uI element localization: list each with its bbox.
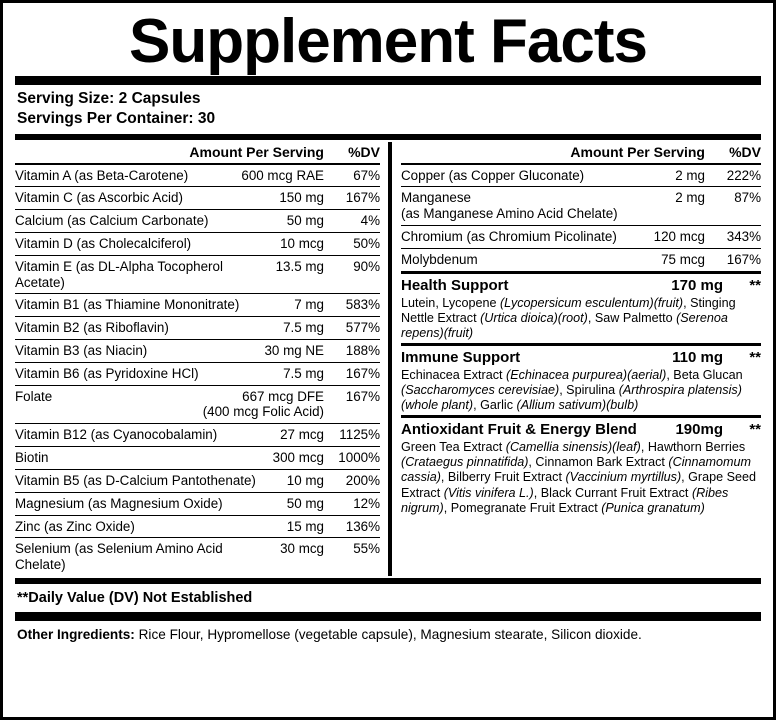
nutrient-row	[15, 316, 380, 339]
nutrient-name: Vitamin B3 (as Niacin)	[15, 343, 148, 359]
nutrient-daily-value: 67%	[353, 167, 380, 183]
nutrition-column-right	[388, 142, 761, 576]
header-amount-per-serving-right: Amount Per Serving	[570, 143, 705, 160]
nutrient-amount: 30 mg NE	[264, 343, 324, 359]
nutrient-row	[401, 248, 761, 271]
nutrient-amount: 7 mg	[294, 297, 324, 313]
blend-block	[401, 343, 761, 415]
header-dv-right: %DV	[729, 143, 761, 160]
nutrient-row	[15, 446, 380, 469]
blend-name: Antioxidant Fruit & Energy Blend	[401, 421, 637, 439]
nutrient-daily-value: 167%	[345, 388, 380, 404]
nutrient-name: Vitamin D (as Cholecalciferol)	[15, 235, 192, 251]
divider-below-serving	[15, 134, 761, 140]
column-header-right	[401, 142, 761, 163]
nutrient-daily-value: 583%	[345, 297, 380, 313]
nutrient-amount: 7.5 mg	[283, 320, 324, 336]
nutrition-columns	[15, 142, 761, 576]
divider-above-other-ingredients	[15, 612, 761, 621]
blend-daily-value: **	[749, 348, 761, 366]
nutrient-daily-value: 167%	[726, 251, 761, 267]
nutrient-row	[15, 469, 380, 492]
blend-ingredients: Echinacea Extract (Echinacea purpurea)(aerial), Beta Glucan (Saccharomyces cerevisiae), Spirulina (Arthrospira platensis)(whole plant), Garlic (Allium sativum)(bulb)	[401, 367, 743, 413]
servings-per-container-value: 30	[197, 109, 216, 127]
nutrient-name: Magnesium (as Magnesium Oxide)	[15, 495, 223, 511]
blend-block	[401, 271, 761, 343]
nutrient-amount: 667 mcg DFE (400 mcg Folic Acid)	[202, 388, 324, 420]
other-ingredients	[15, 623, 761, 644]
nutrient-amount: 10 mg	[286, 472, 324, 488]
blend-amount: 110 mg	[672, 348, 723, 366]
nutrient-name: Vitamin B6 (as Pyridoxine HCl)	[15, 365, 199, 381]
blend-amount: 170 mg	[671, 276, 723, 294]
nutrient-row	[15, 186, 380, 209]
other-ingredients-label: Other Ingredients:	[17, 626, 135, 642]
nutrient-name: Vitamin B12 (as Cyanocobalamin)	[15, 427, 218, 443]
nutrient-row	[15, 492, 380, 515]
nutrient-name: Vitamin B2 (as Riboflavin)	[15, 320, 169, 336]
divider-top	[15, 76, 761, 85]
blend-list	[401, 271, 761, 518]
blend-daily-value: **	[749, 276, 761, 294]
nutrient-row	[15, 385, 380, 424]
nutrient-name: Vitamin E (as DL-Alpha Tocopherol Acetate)	[15, 258, 223, 290]
nutrient-amount: 2 mg	[675, 167, 705, 183]
blend-header	[401, 277, 761, 295]
blend-name: Immune Support	[401, 348, 521, 366]
nutrient-daily-value: 167%	[345, 190, 380, 206]
nutrient-row	[15, 255, 380, 294]
blend-block	[401, 415, 761, 518]
blend-ingredients: Green Tea Extract (Camellia sinensis)(leaf), Hawthorn Berries (Crataegus pinnatifida), Cinnamon Bark Extract (Cinnamomum cassia), Bilberry Fruit Extract (Vaccinium myrtillus), Grape Seed Extract (Vitis vinifera L.), Black Currant Fruit Extract (Ribes nigrum), Pomegranate Fruit Extract (Punica granatum)	[401, 440, 757, 515]
nutrient-amount: 50 mg	[286, 213, 324, 229]
nutrient-row	[15, 339, 380, 362]
nutrient-daily-value: 1000%	[338, 450, 380, 466]
serving-size-value: 2 Capsules	[118, 89, 201, 107]
serving-size-label: Serving Size:	[17, 89, 115, 107]
nutrient-daily-value: 343%	[726, 228, 761, 244]
nutrient-name: Manganese (as Manganese Amino Acid Chelate)	[401, 190, 675, 222]
nutrient-row	[401, 225, 761, 248]
nutrient-daily-value: 50%	[353, 235, 380, 251]
other-ingredients-value: Rice Flour, Hypromellose (vegetable capsule), Magnesium stearate, Silicon dioxide.	[138, 626, 642, 642]
nutrient-daily-value: 55%	[353, 541, 380, 557]
nutrient-list-left	[15, 165, 380, 576]
nutrient-row	[15, 232, 380, 255]
serving-size-line	[17, 89, 761, 109]
nutrient-row	[15, 515, 380, 538]
servings-per-container-line	[17, 109, 761, 129]
divider-above-footnote	[15, 578, 761, 584]
nutrient-name: Calcium (as Calcium Carbonate)	[15, 213, 209, 229]
nutrient-name: Zinc (as Zinc Oxide)	[15, 518, 135, 534]
nutrient-row	[15, 362, 380, 385]
nutrient-row	[15, 209, 380, 232]
blend-ingredients: Lutein, Lycopene (Lycopersicum esculentum)(fruit), Stinging Nettle Extract (Urtica dioica)(root), Saw Palmetto (Serenoa repens)(fruit)	[401, 295, 736, 340]
nutrient-row	[15, 293, 380, 316]
nutrient-amount: 10 mcg	[280, 235, 324, 251]
nutrient-daily-value: 4%	[360, 213, 380, 229]
blend-daily-value: **	[749, 421, 761, 439]
nutrient-row	[15, 165, 380, 187]
nutrient-daily-value: 12%	[353, 495, 380, 511]
nutrient-list-right	[401, 165, 761, 271]
nutrient-row	[15, 537, 380, 576]
blend-header	[401, 421, 761, 439]
nutrient-amount: 13.5 mg	[275, 258, 324, 274]
nutrient-daily-value: 200%	[345, 472, 380, 488]
nutrient-amount-sub: (400 mcg Folic Acid)	[202, 404, 324, 420]
nutrient-row	[401, 165, 761, 187]
nutrient-amount: 27 mcg	[280, 427, 324, 443]
nutrient-row	[15, 423, 380, 446]
nutrient-amount: 600 mcg RAE	[241, 167, 324, 183]
nutrient-name: Vitamin B1 (as Thiamine Mononitrate)	[15, 297, 240, 313]
nutrition-column-left	[15, 142, 388, 576]
page-title: Supplement Facts	[129, 7, 647, 76]
nutrient-name: Vitamin A (as Beta-Carotene)	[15, 167, 189, 183]
nutrient-row	[401, 186, 761, 225]
nutrient-daily-value: 188%	[345, 343, 380, 359]
nutrient-name: Selenium (as Selenium Amino Acid Chelate)	[15, 541, 223, 573]
nutrient-name: Copper (as Copper Gluconate)	[401, 167, 585, 183]
blend-name: Health Support	[401, 276, 509, 294]
nutrient-name: Molybdenum	[401, 251, 478, 267]
nutrient-daily-value: 87%	[734, 190, 761, 206]
nutrient-amount: 7.5 mg	[283, 365, 324, 381]
daily-value-footnote: **Daily Value (DV) Not Established	[17, 589, 253, 606]
nutrient-amount: 2 mg	[675, 190, 705, 206]
nutrient-amount: 50 mg	[286, 495, 324, 511]
nutrient-amount: 300 mcg	[272, 450, 324, 466]
header-amount-per-serving-left: Amount Per Serving	[189, 143, 324, 160]
nutrient-amount: 30 mcg	[280, 541, 324, 557]
serving-info	[15, 87, 761, 132]
nutrient-name-sub: (as Manganese Amino Acid Chelate)	[401, 206, 618, 222]
blend-amount: 190mg	[675, 421, 723, 439]
nutrient-daily-value: 222%	[726, 167, 761, 183]
servings-per-container-label: Servings Per Container:	[17, 109, 194, 127]
header-dv-left: %DV	[348, 143, 380, 160]
nutrient-name: Biotin	[15, 450, 49, 466]
nutrient-name: Vitamin C (as Ascorbic Acid)	[15, 190, 183, 206]
nutrient-amount: 150 mg	[279, 190, 324, 206]
nutrient-amount: 75 mcg	[661, 251, 705, 267]
nutrient-daily-value: 136%	[345, 518, 380, 534]
blend-header	[401, 349, 761, 367]
nutrient-daily-value: 1125%	[339, 427, 380, 443]
nutrient-daily-value: 577%	[345, 320, 380, 336]
nutrient-name: Vitamin B5 (as D-Calcium Pantothenate)	[15, 472, 256, 488]
nutrient-daily-value: 90%	[353, 258, 380, 274]
nutrient-daily-value: 167%	[345, 365, 380, 381]
nutrient-name: Folate	[15, 388, 53, 404]
column-header-left	[15, 142, 380, 163]
nutrient-amount: 15 mg	[286, 518, 324, 534]
nutrient-name: Chromium (as Chromium Picolinate)	[401, 228, 617, 244]
nutrient-amount: 120 mcg	[653, 228, 705, 244]
